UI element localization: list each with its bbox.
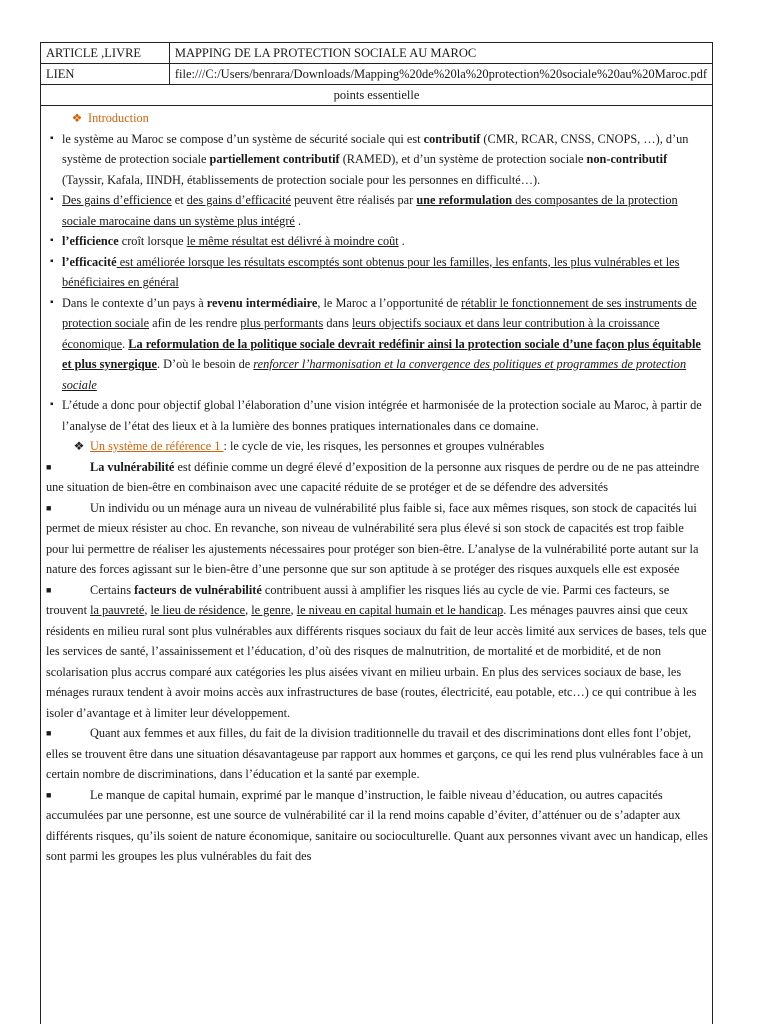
intro-heading: ❖ Introduction [46,108,708,129]
article-label: ARTICLE ,LIVRE [41,43,170,64]
square-bullet-icon: ■ [46,502,52,513]
diamond-bullet-icon: ❖ [73,439,85,453]
article-title: MAPPING DE LA PROTECTION SOCIALE AU MAROC [169,43,712,64]
square-bullet-icon: ■ [46,728,52,738]
intro-paragraph-5: ▪ Dans le contexte d’un pays à revenu intermédiaire, le Maroc a l’opportunité de rétablir le fonctionnement de ses instruments de protection sociale afin de les rendre plus performants dans leurs objectifs sociaux et dans leur contribution à la croissance économique. La reformulation de la politique sociale devrait redéfinir ainsi la protection sociale d’une façon plus équitable et plus synergique. D’où le besoin de renforcer l’harmonisation et la convergence des politiques et programmes de protection sociale [46,293,708,396]
diamond-bullet-icon: ❖ [71,111,83,125]
reference-paragraph-5: ■ Le manque de capital humain, exprimé par le manque d’instruction, le faible niveau d’éducation, ou autres capacités accumulées par une personne, est une source de vulnérabilité car il la rend moins capable d’éviter, d’atténuer ou de s’adapter aux différents risques, qu’ils soient de nature économique, sanitaire ou socioculturelle. Quant aux personnes vivant avec un handicap, elles sont parmi les groupes les plus vulnérables du fait des [46,785,708,867]
square-bullet-icon: ■ [46,789,52,800]
header-row-link [41,64,713,85]
document-body [46,108,708,867]
reference-paragraph-1: ■ La vulnérabilité est définie comme un degré élevé d’exposition de la personne aux risques de perdre ou de ne pas atteindre une situation de bien-être en combinaison avec une capacité réduite de se protéger et de se défendre des adversités [46,457,708,498]
header-row-article [41,43,713,64]
intro-paragraph-6: ▪ L’étude a donc pour objectif global l’élaboration d’une vision intégrée et harmonisée de la protection sociale au Maroc, à partir de l’analyse de l’état des lieux et à la lumière des bonnes pratiques internationales dans ce domaine. [46,395,708,436]
reference-paragraph-2: ■ Un individu ou un ménage aura un niveau de vulnérabilité plus faible si, face aux mêmes risques, son stock de capacités lui permet de mieux résister au choc. En revanche, son niveau de vulnérabilité sera plus élevé si son stock de capacités est trop faible pour lui permettre de réaliser les ajustements nécessaires pour protéger son bien-être. L’analyse de la vulnérabilité porte autant sur la nature des forces agissant sur le bien-être d’une personne que sur son aptitude à se protéger des risques auxquels elle est exposée [46,498,708,580]
header-table [40,42,713,106]
square-bullet-icon: ■ [46,461,52,472]
header-row-section [41,85,713,106]
intro-paragraph-3: ▪ l’efficience croît lorsque le même résultat est délivré à moindre coût . [46,231,708,252]
square-bullet-icon: ■ [46,584,52,595]
reference-paragraph-3: ■ Certains facteurs de vulnérabilité contribuent aussi à amplifier les risques liés au cycle de vie. Parmi ces facteurs, se trouvent la pauvreté, le lieu de résidence, le genre, le niveau en capital humain et le handicap. Les ménages pauvres ainsi que ceux résidents en milieu rural sont plus vulnérables aux différents risques sociaux du fait de leur accès limité aux services de bases, tels que les services de santé, l’assainissement et l’éducation, d’où des risques de malnutrition, de mortalité et de morbidité, et de non scolarisation plus accrus comparé aux catégories les plus aisées vivant en milieu urbain. En plus des services sociaux de base, les ménages ruraux tendent à avoir moins accès aux infrastructures de base (routes, électricité, eau potable, etc…) ce qui contribue à les isoler d’avantage et à limiter leur développement. [46,580,708,724]
reference-paragraph-4: ■ Quant aux femmes et aux filles, du fait de la division traditionnelle du travail et des discriminations dont elles font l’objet, elles se trouvent être dans une situation désavantageuse par rapport aux hommes et garçons, ce qui les rend plus vulnérables face à un certain nombre de discriminations, dans l’éducation et la santé par exemple. [46,723,708,785]
section-title: points essentielle [41,85,713,106]
intro-paragraph-1: ▪ le système au Maroc se compose d’un système de sécurité sociale qui est contributif (CMR, RCAR, CNSS, CNOPS, …), d’un système de protection sociale partiellement contributif (RAMED), et d’un système de protection sociale non-contributif (Tayssir, Kafala, IINDH, établissements de protection sociale pour les personnes en difficulté…). [46,129,708,191]
reference-heading: ❖ Un système de référence 1 : le cycle de vie, les risques, les personnes et groupes vulnérables [46,436,708,457]
intro-paragraph-2: ▪ Des gains d’efficience et des gains d’efficacité peuvent être réalisés par une reformulation des composantes de la protection sociale marocaine dans un système plus intégré . [46,190,708,231]
intro-paragraph-4: ▪ l’efficacité est améliorée lorsque les résultats escomptés sont obtenus pour les familles, les enfants, les plus vulnérables et les bénéficiaires en général [46,252,708,293]
link-value[interactable]: file:///C:/Users/benrara/Downloads/Mapping%20de%20la%20protection%20sociale%20au%20Maroc.pdf [169,64,712,85]
link-label: LIEN [41,64,170,85]
